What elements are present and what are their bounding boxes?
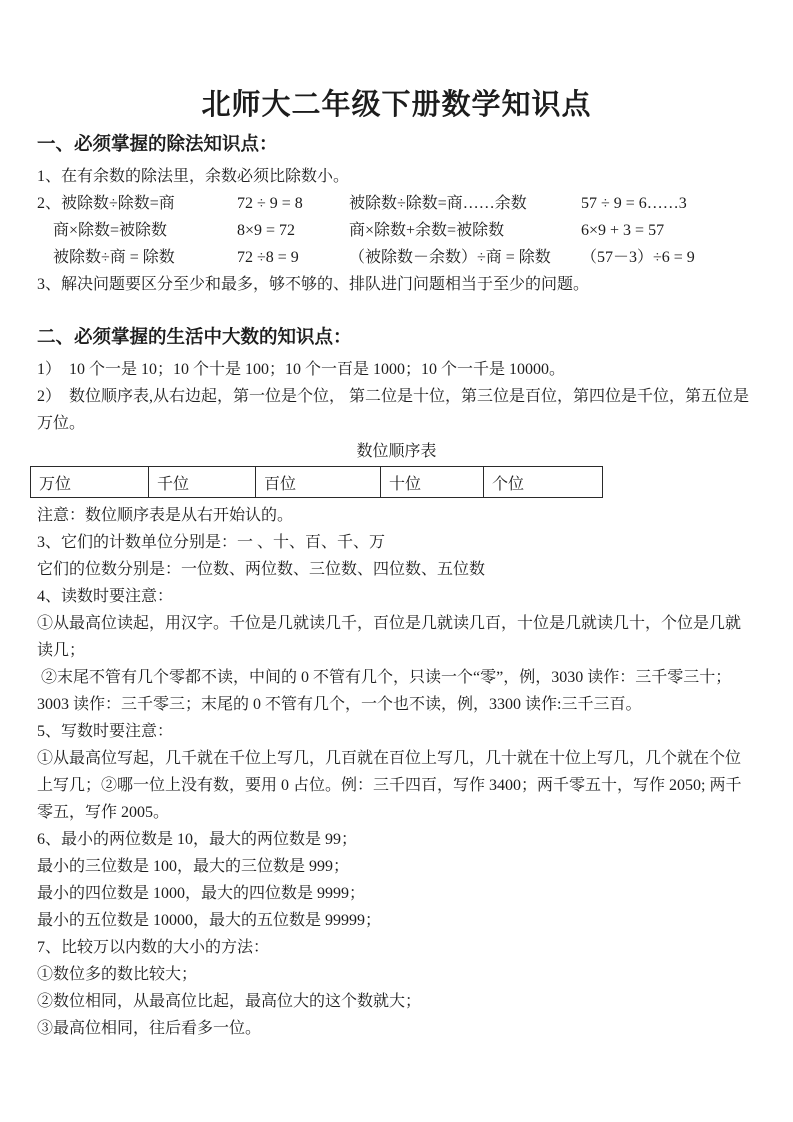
section2-item6-line: 最小的四位数是 1000，最大的四位数是 9999； xyxy=(37,885,366,902)
formula-cell: 8×9 = 72 xyxy=(237,222,296,239)
formula-cell: 72 ÷8 = 9 xyxy=(237,249,299,266)
section1-heading: 一、必须掌握的除法知识点： xyxy=(37,135,278,155)
formula-cell: 被除数÷商 = 除数 xyxy=(37,249,175,266)
formula-row xyxy=(37,244,756,271)
section2-item3b: 它们的位数分别是：一位数、两位数、三位数、四位数、五位数 xyxy=(37,561,486,578)
formula-row xyxy=(37,217,756,244)
section2-item3: 3、它们的计数单位分别是：一 、十、百、千、万 xyxy=(37,534,386,551)
formula-cell: 商×除数=被除数 xyxy=(37,222,168,239)
table-cell-shiwei: 十位 xyxy=(381,467,484,498)
section2-item7: 7、比较万以内数的大小的方法： xyxy=(37,939,270,956)
section2-item7b: ②数位相同，从最高位比起，最高位大的这个数就大； xyxy=(37,993,422,1010)
formula-cell: 2、被除数÷除数=商 xyxy=(37,195,175,212)
table-cell-wanwei: 万位 xyxy=(31,467,149,498)
section2-item4a: ①从最高位读起，用汉字。千位是几就读几千，百位是几就读几百，十位是几就读几十，个位是几就读几； xyxy=(37,615,742,659)
table-caption: 数位顺序表 xyxy=(356,443,437,460)
section2-item6-line: 6、最小的两位数是 10，最大的两位数是 99； xyxy=(37,831,358,848)
section2-heading: 二、必须掌握的生活中大数的知识点： xyxy=(37,328,352,348)
section2-item2: 2） 数位顺序表,从右边起，第一位是个位， 第二位是十位，第三位是百位，第四位是千位，第五位是万位。 xyxy=(37,388,750,432)
formula-cell: （被除数－余数）÷商 = 除数 xyxy=(349,249,551,266)
table-cell-gewei: 个位 xyxy=(484,467,603,498)
table-cell-baiwei: 百位 xyxy=(256,467,381,498)
formula-cell: （57－3）÷6 = 9 xyxy=(581,249,695,266)
section2-item5a: ①从最高位写起，几千就在千位上写几，几百就在百位上写几，几十就在十位上写几，几个就在个位上写几；②哪一位上没有数，要用 0 占位。例：三千四百，写作 3400；两千零五十，写作 2050; 两千零五，写作 2005。 xyxy=(37,750,742,821)
table-note: 注意：数位顺序表是从右开始认的。 xyxy=(37,507,294,524)
section2-item6-line: 最小的五位数是 10000，最大的五位数是 99999； xyxy=(37,912,382,929)
section2-item1: 1） 10 个一是 10；10 个十是 100；10 个一百是 1000；10 个一千是 10000。 xyxy=(37,361,566,378)
section2-item6-line: 最小的三位数是 100，最大的三位数是 999； xyxy=(37,858,350,875)
section2-item7a: ①数位多的数比较大； xyxy=(37,966,198,983)
formula-row xyxy=(37,190,756,217)
section2-item4b: ②末尾不管有几个零都不读，中间的 0 不管有几个，只读一个“零”，例，3030 读作：三千零三十；3003 读作：三千零三；末尾的 0 不管有几个，一个也不读，例，3300 读作:三千三百。 xyxy=(37,669,732,713)
table-row xyxy=(31,467,603,498)
formula-cell: 72 ÷ 9 = 8 xyxy=(237,195,303,212)
formula-cell: 57 ÷ 9 = 6……3 xyxy=(581,195,687,212)
section2-item5: 5、写数时要注意： xyxy=(37,723,174,740)
section1-item3: 3、解决问题要区分至少和最多，够不够的、排队进门问题相当于至少的问题。 xyxy=(37,276,590,293)
formula-cell: 商×除数+余数=被除数 xyxy=(349,222,505,239)
section1-item1: 1、在有余数的除法里，余数必须比除数小。 xyxy=(37,168,350,185)
section2-item7c: ③最高位相同，往后看多一位。 xyxy=(37,1020,262,1037)
section2-item4: 4、读数时要注意： xyxy=(37,588,174,605)
place-value-table xyxy=(30,466,603,498)
table-cell-qianwei: 千位 xyxy=(149,467,256,498)
formula-cell: 被除数÷除数=商……余数 xyxy=(349,195,527,212)
formula-cell: 6×9 + 3 = 57 xyxy=(581,222,665,239)
page-title: 北师大二年级下册数学知识点 xyxy=(201,89,592,121)
